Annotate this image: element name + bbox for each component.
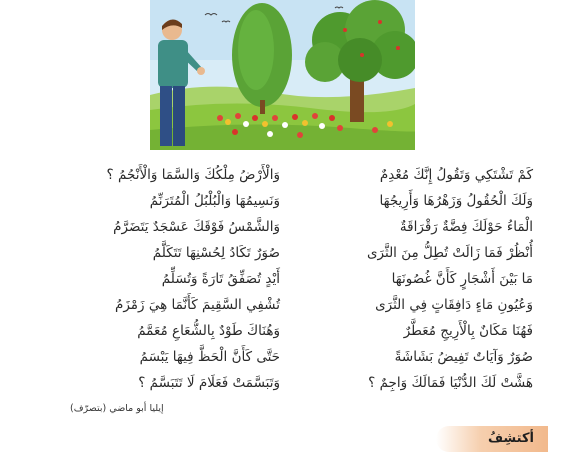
- poem-first-hemistich: صُوَرٌ وَآيَاتٌ تَفِيضُ بَشَاشَةً: [394, 349, 533, 365]
- poem-line: [18, 292, 533, 318]
- poem-line: [18, 344, 533, 370]
- section-tab-label: أكتشِفُ: [487, 431, 534, 446]
- poem-first-hemistich: مَا بَيْنَ أَشْجَارٍ كَأَنَّ غُصُونَهَا: [391, 271, 533, 287]
- poem-line: [18, 240, 533, 266]
- poem-line: [18, 370, 533, 396]
- poem: [18, 162, 533, 394]
- poem-second-hemistich: وَهُنَاكَ طَوْدٌ بِالشُّعَاعِ مُعَمَّمُ: [137, 323, 280, 339]
- poem-first-hemistich: كَمْ تَشْتَكِي وَتَقُولُ إِنَّكَ مُعْدِمٌ: [379, 167, 533, 183]
- poem-line: [18, 318, 533, 344]
- garden-illustration: [150, 0, 415, 150]
- poem-first-hemistich: فَهُنَا مَكَانٌ بِالْأَرِيجِ مُعَطَّرٌ: [403, 323, 533, 339]
- poem-second-hemistich: أَيْدٍ تُصَفِّقُ تَارَةً وَتُسَلِّمُ: [161, 271, 280, 287]
- poem-first-hemistich: وَلَكَ الْحُقُولُ وَزَهْرُهَا وَأَرِيجُهَا: [379, 193, 533, 209]
- poem-line: [18, 162, 533, 188]
- poem-first-hemistich: أُنْظُرْ فَمَا زَالَتْ تُطِلُّ مِنَ الثَّرَى: [366, 245, 533, 261]
- poem-attribution: إيليا أبو ماضي (بتصرّف): [70, 403, 164, 414]
- poem-line: [18, 214, 533, 240]
- poem-second-hemistich: وَنَسِيمُهَا وَالْبُلْبُلُ الْمُتَرَنِّمُ: [149, 193, 280, 209]
- poem-second-hemistich: حَتَّى كَأَنَّ الْحَظَّ فِيهَا يَبْسَمُ: [139, 349, 280, 365]
- section-tab-discover: [436, 426, 548, 452]
- poem-first-hemistich: وَعُيُونِ مَاءٍ دَافِقَاتٍ فِي الثَّرَى: [375, 297, 533, 313]
- poem-second-hemistich: وَالْأَرْضُ مِلْكُكَ وَالسَّمَا وَالْأَنْجُمُ ؟: [106, 167, 280, 183]
- poem-second-hemistich: تُشْفِي السَّقِيمَ كَأَنَّمَا هِيَ زَمْزَمُ: [115, 297, 280, 313]
- poem-first-hemistich: الْمَاءُ حَوْلَكَ فِضَّةٌ رَقْرَاقَةٌ: [399, 219, 533, 235]
- poem-line: [18, 188, 533, 214]
- poem-second-hemistich: وَالشَّمْسُ فَوْقَكَ عَسْجَدٌ يَتَضَرَّمُ: [113, 219, 280, 235]
- poem-line: [18, 266, 533, 292]
- poem-first-hemistich: هَشَّتْ لَكَ الدُّنْيَا فَمَالَكَ وَاجِمٌ ؟: [368, 375, 533, 391]
- poem-second-hemistich: صُوَرٌ تَكَادُ لِحُسْنِهَا تَتَكَلَّمُ: [152, 245, 280, 261]
- man-in-garden-illustration-icon: [150, 0, 415, 150]
- poem-second-hemistich: وَتَبَسَّمَتْ فَعَلَامَ لَا تَتَبَسَّمُ ؟: [138, 375, 280, 391]
